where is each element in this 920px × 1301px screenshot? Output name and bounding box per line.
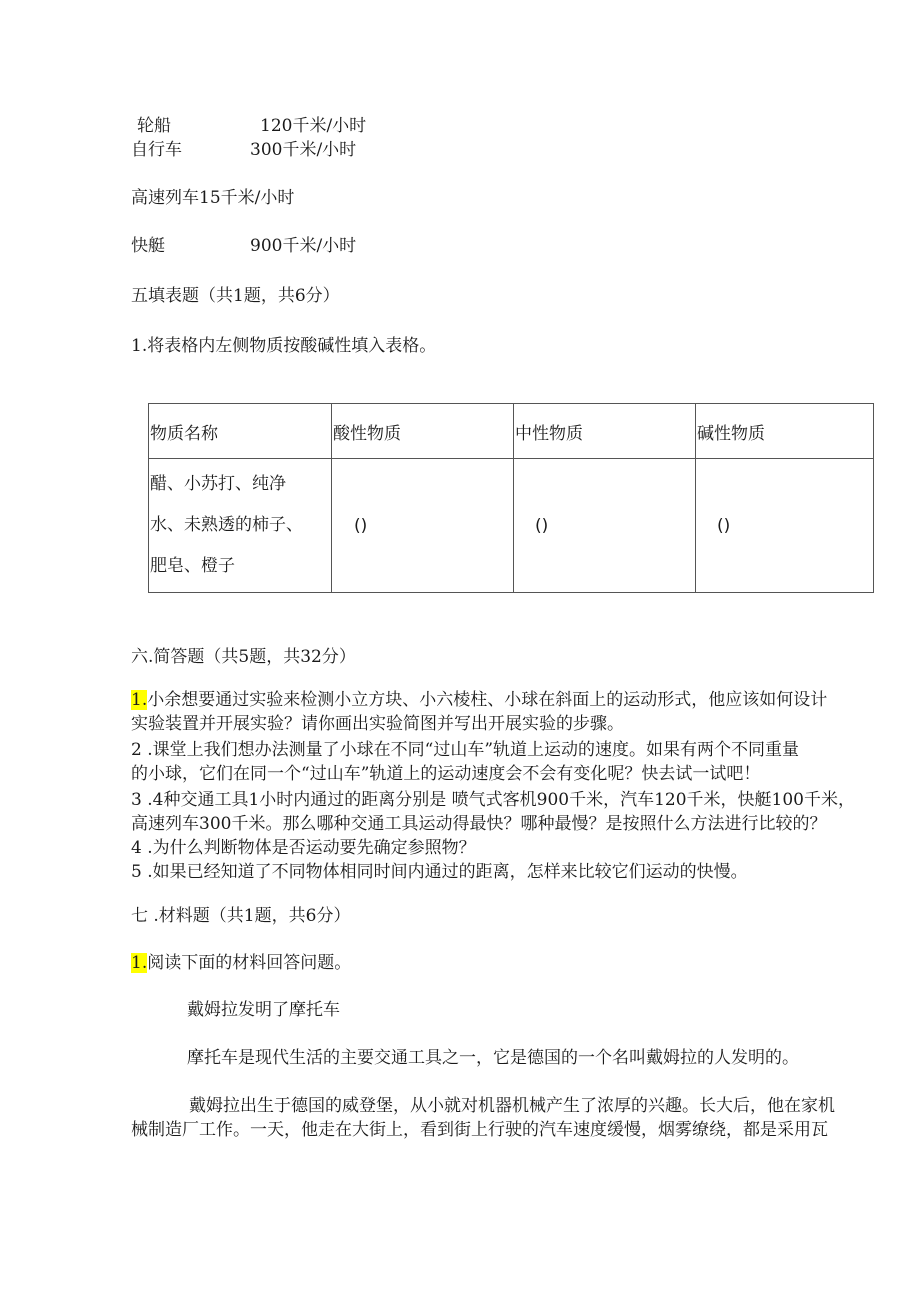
question-text: 实验装置并开展实验？请你画出实验简图并写出开展实验的步骤。 [131,714,624,734]
table-header-row [149,404,874,459]
substance-line: 肥皂、橙子 [150,556,235,576]
answer-blank[interactable]: () [354,515,368,536]
base-answer-cell[interactable] [696,459,874,593]
table-header-cell: 中性物质 [514,404,696,459]
vehicle-speed: 900千米/小时 [250,236,357,256]
vehicle-speed: 15千米/小时 [199,188,295,208]
section-six-title: 六.简答题（共5题，共32分） [131,647,356,667]
article-paragraph: 戴姆拉出生于德国的威登堡，从小就对机器机械产生了浓厚的兴趣。长大后，他在家机 [189,1096,835,1116]
question-text: 阅读下面的材料回答问题。 [147,953,352,973]
question-text: 1.将表格内左侧物质按酸碱性填入表格。 [131,336,437,356]
vehicle-name: 快艇 [131,236,165,256]
vehicle-name: 轮船 [137,116,171,136]
question-5: 5 .如果已经知道了不同物体相同时间内通过的距离，怎样来比较它们运动的快慢。 [131,862,748,882]
question-2: 2 .课堂上我们想办法测量了小球在不同“过山车”轨道上运动的速度。如果有两个不同重量 [131,740,800,760]
question-number: 1. [131,953,148,973]
question-4: 4 .为什么判断物体是否运动要先确定参照物？ [131,838,476,858]
section-five-title: 五填表题（共1题，共6分） [131,286,340,306]
question-text: 高速列车300千米。那么哪种交通工具运动得最快？哪种最慢？是按照什么方法进行比较的？ [131,814,827,834]
answer-blank[interactable]: () [535,515,549,536]
substance-cell [149,459,332,593]
question-3: 3 .4种交通工具1小时内通过的距离分别是 喷气式客机900千米，汽车120千米，快艇100千米， [131,790,856,810]
section-seven-title: 七 .材料题（共1题，共6分） [131,906,351,926]
table-row [149,459,874,593]
question-1 [131,951,351,975]
substance-line: 水、未熟透的柿子、 [150,515,303,535]
question-number: 1. [131,690,148,710]
article-paragraph: 械制造厂工作。一天，他走在大街上，看到街上行驶的汽车速度缓慢，烟雾缭绕，都是采用瓦 [131,1120,828,1140]
article-paragraph: 摩托车是现代生活的主要交通工具之一，它是德国的一个名叫戴姆拉的人发明的。 [187,1048,799,1068]
article-title: 戴姆拉发明了摩托车 [187,1000,340,1020]
neutral-answer-cell[interactable] [514,459,696,593]
question-1 [131,688,827,712]
table-header-cell: 酸性物质 [332,404,514,459]
answer-blank[interactable]: () [717,515,731,536]
question-text: 的小球，它们在同一个“过山车”轨道上的运动速度会不会有变化呢？快去试一试吧！ [131,764,761,784]
substance-line: 醋、小苏打、纯净 [150,474,286,494]
question-text: 小余想要通过实验来检测小立方块、小六棱柱、小球在斜面上的运动形式，他应该如何设计 [147,690,828,710]
vehicle-name: 高速列车 [131,188,199,208]
table-header-cell: 碱性物质 [696,404,874,459]
vehicle-speed: 300千米/小时 [250,140,357,160]
table-header-cell: 物质名称 [149,404,332,459]
vehicle-speed: 120千米/小时 [260,116,367,136]
acid-answer-cell[interactable] [332,459,514,593]
acid-base-table [148,403,874,593]
vehicle-name: 自行车 [131,140,182,160]
